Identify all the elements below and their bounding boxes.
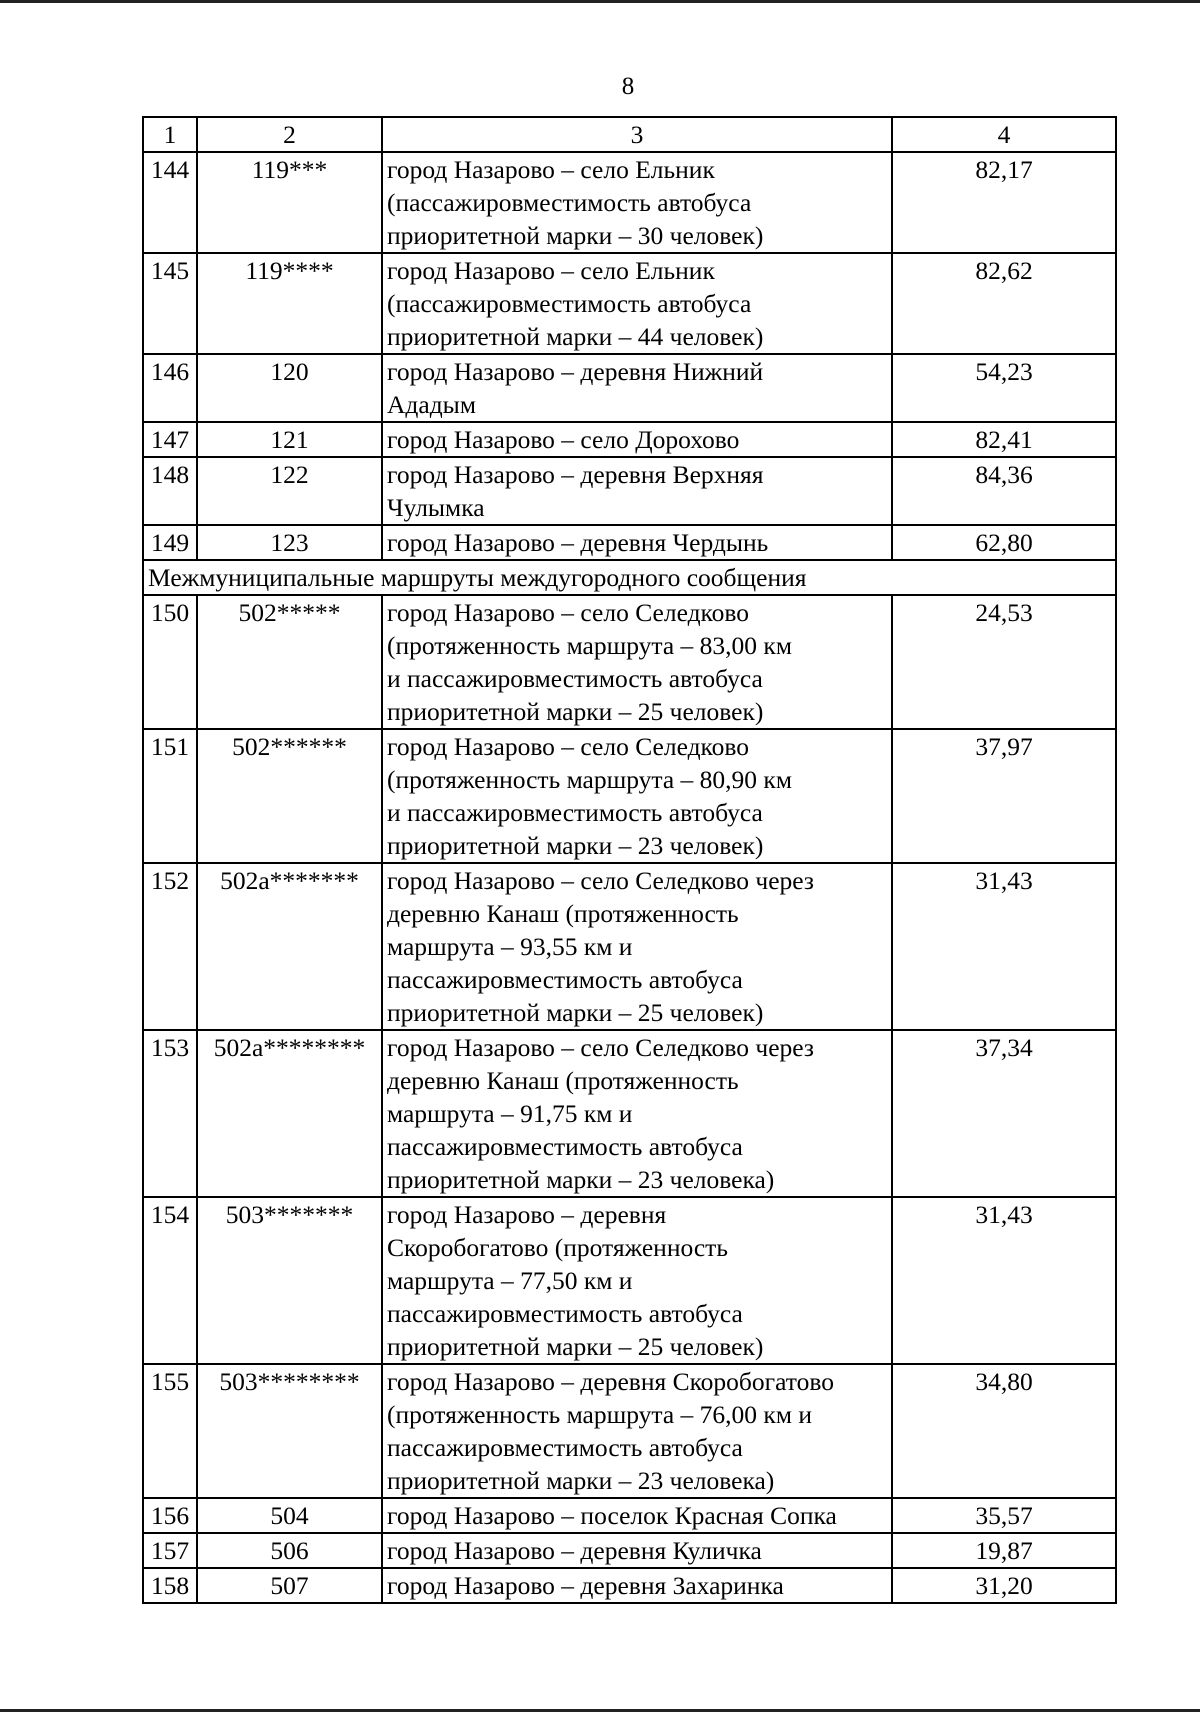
table-row	[143, 525, 1116, 560]
route-description-cell	[382, 253, 892, 354]
value-cell: 82,62	[892, 253, 1116, 354]
route-description-cell	[382, 863, 892, 1030]
route-number-cell: 502а********	[197, 1030, 382, 1197]
route-description-line: (пассажировместимость автобуса	[387, 188, 752, 217]
row-number-cell: 157	[143, 1533, 197, 1568]
value-cell: 82,17	[892, 152, 1116, 253]
scan-top-edge	[0, 0, 1200, 3]
route-description-line: пассажировместимость автобуса	[387, 965, 743, 994]
route-description-line: город Назарово – село Селедково	[387, 732, 750, 761]
table-row	[143, 354, 1116, 422]
route-description-line: (пассажировместимость автобуса	[387, 289, 752, 318]
row-number-cell: 152	[143, 863, 197, 1030]
value-cell: 35,57	[892, 1498, 1116, 1533]
route-description-line: приоритетной марки – 30 человек)	[387, 221, 764, 250]
table-row	[143, 1498, 1116, 1533]
route-number-cell: 503*******	[197, 1197, 382, 1364]
route-description-cell	[382, 354, 892, 422]
route-description-cell	[382, 1197, 892, 1364]
route-number-cell: 502*****	[197, 595, 382, 729]
value-cell: 54,23	[892, 354, 1116, 422]
route-number-cell: 503********	[197, 1364, 382, 1498]
route-description-line: приоритетной марки – 23 человека)	[387, 1165, 775, 1194]
route-description-line: Чулымка	[387, 493, 485, 522]
route-description-line: город Назарово – село Ельник	[387, 256, 715, 285]
route-description-line: приоритетной марки – 25 человек)	[387, 998, 764, 1027]
route-description-line: приоритетной марки – 25 человек)	[387, 697, 764, 726]
route-description-cell	[382, 152, 892, 253]
row-number-cell: 148	[143, 457, 197, 525]
value-cell: 62,80	[892, 525, 1116, 560]
route-description-line: город Назарово – деревня Нижний	[387, 357, 764, 386]
route-description-line: город Назарово – деревня	[387, 1200, 667, 1229]
route-description-line: Скоробогатово (протяженность	[387, 1233, 728, 1262]
value-cell: 19,87	[892, 1533, 1116, 1568]
row-number-cell: 153	[143, 1030, 197, 1197]
page-number: 8	[621, 73, 635, 100]
value-cell: 84,36	[892, 457, 1116, 525]
header-cell-col2: 2	[197, 117, 382, 152]
route-description-cell	[382, 422, 892, 457]
route-description-cell	[382, 1030, 892, 1197]
value-cell: 37,34	[892, 1030, 1116, 1197]
value-cell: 31,20	[892, 1568, 1116, 1603]
route-description-cell	[382, 1568, 892, 1603]
table-row	[143, 457, 1116, 525]
route-number-cell: 122	[197, 457, 382, 525]
section-title: Межмуниципальные маршруты междугородного сообщения	[143, 560, 1116, 595]
route-number-cell: 120	[197, 354, 382, 422]
route-description-line: город Назарово – деревня Захаринка	[387, 1571, 784, 1600]
table-row	[143, 1030, 1116, 1197]
route-description-line: приоритетной марки – 25 человек)	[387, 1332, 764, 1361]
row-number-cell: 149	[143, 525, 197, 560]
value-cell: 31,43	[892, 1197, 1116, 1364]
route-description-line: деревню Канаш (протяженность	[387, 1066, 739, 1095]
route-description-line: пассажировместимость автобуса	[387, 1299, 743, 1328]
route-description-line: город Назарово – село Дорохово	[387, 425, 740, 454]
routes-table	[142, 116, 1117, 1604]
row-number-cell: 158	[143, 1568, 197, 1603]
value-cell: 37,97	[892, 729, 1116, 863]
row-number-cell: 146	[143, 354, 197, 422]
row-number-cell: 156	[143, 1498, 197, 1533]
row-number-cell: 155	[143, 1364, 197, 1498]
value-cell: 24,53	[892, 595, 1116, 729]
table-row	[143, 152, 1116, 253]
route-number-cell: 507	[197, 1568, 382, 1603]
table-row	[143, 1197, 1116, 1364]
route-description-line: город Назарово – деревня Скоробогатово	[387, 1367, 834, 1396]
route-description-cell	[382, 525, 892, 560]
route-description-line: город Назарово – село Селедково	[387, 598, 750, 627]
route-description-line: (протяженность маршрута – 76,00 км и	[387, 1400, 812, 1429]
route-description-line: маршрута – 93,55 км и	[387, 932, 633, 961]
route-description-cell	[382, 1533, 892, 1568]
route-description-line: (протяженность маршрута – 83,00 км	[387, 631, 792, 660]
route-description-cell	[382, 729, 892, 863]
route-number-cell: 119***	[197, 152, 382, 253]
route-description-line: маршрута – 91,75 км и	[387, 1099, 633, 1128]
route-description-line: деревню Канаш (протяженность	[387, 899, 739, 928]
route-description-line: город Назарово – деревня Верхняя	[387, 460, 764, 489]
route-description-line: и пассажировместимость автобуса	[387, 798, 763, 827]
route-description-line: город Назарово – деревня Чердынь	[387, 528, 769, 557]
route-description-line: приоритетной марки – 23 человека)	[387, 1466, 775, 1495]
scan-bottom-edge	[0, 1709, 1200, 1712]
route-description-cell	[382, 457, 892, 525]
route-number-cell: 502******	[197, 729, 382, 863]
table-row	[143, 863, 1116, 1030]
table-row	[143, 1568, 1116, 1603]
route-number-cell: 504	[197, 1498, 382, 1533]
header-cell-col1: 1	[143, 117, 197, 152]
row-number-cell: 147	[143, 422, 197, 457]
route-number-cell: 506	[197, 1533, 382, 1568]
row-number-cell: 154	[143, 1197, 197, 1364]
table-row	[143, 1364, 1116, 1498]
table-row	[143, 729, 1116, 863]
route-description-line: приоритетной марки – 44 человек)	[387, 322, 764, 351]
table-row	[143, 422, 1116, 457]
route-description-line: город Назарово – село Селедково через	[387, 1033, 814, 1062]
route-description-line: пассажировместимость автобуса	[387, 1433, 743, 1462]
row-number-cell: 151	[143, 729, 197, 863]
route-description-line: город Назарово – село Селедково через	[387, 866, 814, 895]
route-description-line: Ададым	[387, 390, 476, 419]
row-number-cell: 145	[143, 253, 197, 354]
table-header-row	[143, 117, 1116, 152]
value-cell: 31,43	[892, 863, 1116, 1030]
route-description-line: город Назарово – поселок Красная Сопка	[387, 1501, 837, 1530]
row-number-cell: 144	[143, 152, 197, 253]
route-description-cell	[382, 1498, 892, 1533]
route-description-line: город Назарово – деревня Куличка	[387, 1536, 762, 1565]
value-cell: 82,41	[892, 422, 1116, 457]
route-number-cell: 119****	[197, 253, 382, 354]
table-row	[143, 1533, 1116, 1568]
row-number-cell: 150	[143, 595, 197, 729]
header-cell-col4: 4	[892, 117, 1116, 152]
route-number-cell: 502а*******	[197, 863, 382, 1030]
route-description-line: город Назарово – село Ельник	[387, 155, 715, 184]
route-description-line: (протяженность маршрута – 80,90 км	[387, 765, 792, 794]
route-number-cell: 121	[197, 422, 382, 457]
route-number-cell: 123	[197, 525, 382, 560]
route-description-line: пассажировместимость автобуса	[387, 1132, 743, 1161]
route-description-cell	[382, 1364, 892, 1498]
route-description-line: приоритетной марки – 23 человек)	[387, 831, 764, 860]
header-cell-col3: 3	[382, 117, 892, 152]
table-row	[143, 253, 1116, 354]
route-description-line: маршрута – 77,50 км и	[387, 1266, 633, 1295]
section-row	[143, 560, 1116, 595]
table-row	[143, 595, 1116, 729]
value-cell: 34,80	[892, 1364, 1116, 1498]
route-description-cell	[382, 595, 892, 729]
routes-table-body	[143, 117, 1116, 1603]
route-description-line: и пассажировместимость автобуса	[387, 664, 763, 693]
